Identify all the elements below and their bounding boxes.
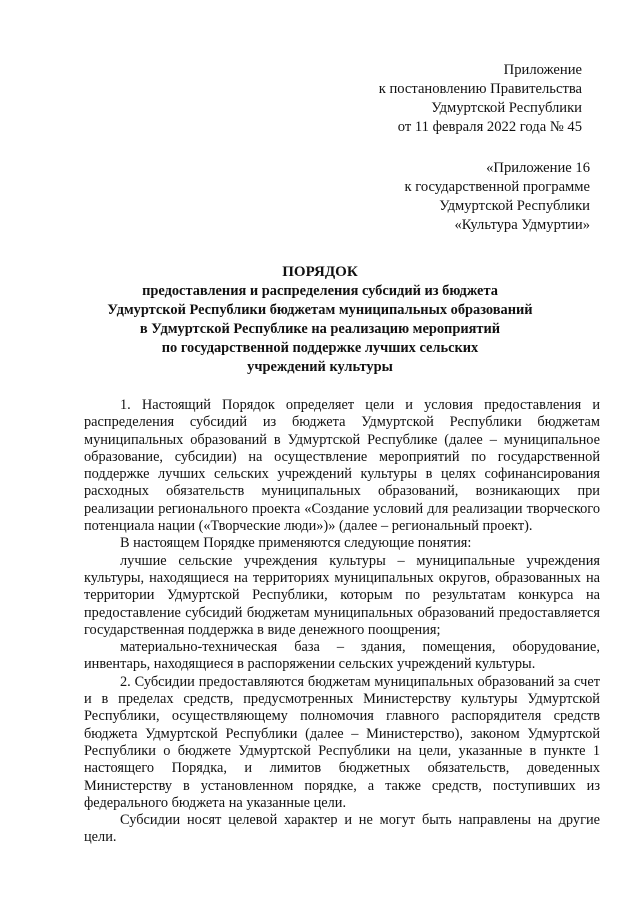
- subtitle-line: Удмуртской Республики бюджетам муниципальных образований: [107, 302, 533, 318]
- paragraph-2: 2. Субсидии предоставляются бюджетам муниципальных образований за счет и в пределах средств, предусмотренных Министерству культуры Удмуртской Республики, осуществляющему полномочия главного распорядителя средств бюджета Удмуртской Республики (далее – Министерство), законом Удмуртской Республики о бюджете Удмуртской Республики на цели, указанные в пункте 1 настоящего Порядка, и лимитов бюджетных обязательств, доведенных Министерству в установленном порядке, а также средств, поступивших из федерального бюджета на указанные цели.: [84, 673, 600, 811]
- appendix-line: от 11 февраля 2022 года № 45: [397, 119, 582, 135]
- appendix-reference: [282, 61, 582, 137]
- paragraph-definitions-intro: В настоящем Порядке применяются следующие понятия:: [120, 535, 472, 552]
- document-title-block: [60, 262, 580, 377]
- document-title: ПОРЯДОК: [282, 264, 358, 280]
- appendix-line: к государственной программе: [404, 179, 590, 195]
- paragraph-definition-material-base: материально-техническая база – здания, помещения, оборудование, инвентарь, находящиеся в распоряжении сельских учреждений культуры.: [84, 639, 600, 673]
- appendix-line: Приложение: [503, 62, 582, 78]
- subtitle-line: предоставления и распределения субсидий из бюджета: [142, 283, 498, 299]
- document-body: [84, 397, 600, 847]
- appendix-line: Удмуртской Республики: [439, 198, 590, 214]
- appendix-line: «Приложение 16: [486, 160, 590, 176]
- subtitle-line: по государственной поддержке лучших сельских: [161, 340, 479, 356]
- document-subtitle: [60, 282, 580, 377]
- subtitle-line: в Удмуртской Республике на реализацию мероприятий: [139, 321, 501, 337]
- program-appendix-reference: [290, 159, 590, 235]
- paragraph-definition-best-institutions: лучшие сельские учреждения культуры – муниципальные учреждения культуры, находящиеся на территориях муниципальных округов, образованных на территории Удмуртской Республики, которым по результатам конкурса на предоставление субсидий бюджетам муниципальных образований предоставляется государственная поддержка в виде денежного поощрения;: [84, 552, 600, 638]
- subtitle-line: учреждений культуры: [247, 359, 393, 375]
- appendix-line: к постановлению Правительства: [378, 81, 582, 97]
- paragraph-purpose: Субсидии носят целевой характер и не могут быть направлены на другие цели.: [84, 812, 600, 846]
- appendix-line: «Культура Удмуртии»: [454, 217, 590, 233]
- paragraph-1: 1. Настоящий Порядок определяет цели и условия предоставления и распределения субсидий из бюджета Удмуртской Республики бюджетам муниципальных образований в Удмуртской Республике (далее – муниципальное образование, субсидии) на осуществление мероприятий по государственной поддержке лучших сельских учреждений культуры в целях софинансирования расходных обязательств муниципальных образований, возникающих при реализации регионального проекта «Создание условий для реализации творческого потенциала нации («Творческие люди»)» (далее – региональный проект).: [84, 397, 600, 535]
- appendix-line: Удмуртской Республики: [431, 100, 582, 116]
